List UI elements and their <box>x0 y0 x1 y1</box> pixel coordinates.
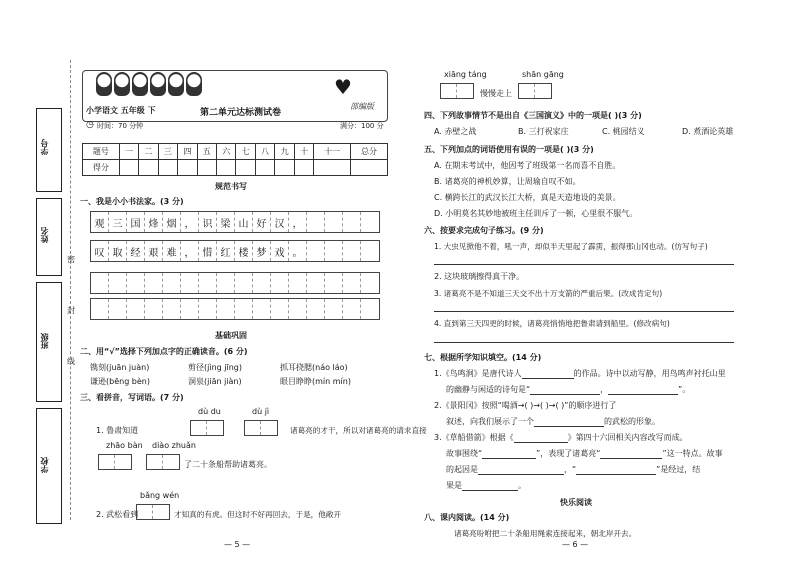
answer-box[interactable] <box>440 83 474 99</box>
grid-char <box>343 241 361 261</box>
q7-text: 的起因是 <box>446 465 478 474</box>
grid-char: 烽 <box>145 212 163 232</box>
q7-item-3 <box>434 432 688 443</box>
grid-char: 楼 <box>235 241 253 261</box>
q6-item-2: 2. 这块玻璃擦得真干净。 <box>434 272 525 281</box>
clock-icon: ◷ <box>86 120 94 130</box>
grid-char: 识 <box>199 212 217 232</box>
score-input[interactable] <box>351 160 388 176</box>
q2-item-4[interactable]: 谦逊(bēng bèn) <box>90 377 151 386</box>
grid-char <box>361 212 379 232</box>
question-8: 八、课内阅读。(14 分) <box>424 513 510 522</box>
score-cell: 十一 <box>314 144 351 160</box>
answer-line[interactable] <box>434 303 734 312</box>
q8-text: 诸葛亮吩咐把二十条船用绳索连接起来，朝北岸开去。 <box>454 529 637 538</box>
pinyin-label: dù du <box>198 407 221 416</box>
score-table <box>82 143 388 176</box>
score-input[interactable] <box>255 160 274 176</box>
calligraphy-row-1 <box>90 211 380 233</box>
score-input[interactable] <box>119 160 138 176</box>
name-label: 姓名 <box>40 227 49 243</box>
student-id-label: 学号 <box>40 139 49 155</box>
q3-sentence-1a: 1. 鲁肃知道 <box>96 426 139 435</box>
grid-char <box>307 241 325 261</box>
score-input[interactable] <box>217 160 236 176</box>
grid-char <box>361 241 379 261</box>
score-cell: 十 <box>294 144 313 160</box>
grid-char: 梁 <box>217 212 235 232</box>
answer-line[interactable] <box>434 256 734 265</box>
score-cell: 得分 <box>83 160 120 176</box>
score-cell: 六 <box>217 144 236 160</box>
question-4: 四、下列故事情节不是出自《三国演义》中的一项是( )(3 分) <box>424 111 642 120</box>
question-3: 三、看拼音，写词语。(7 分) <box>80 393 184 402</box>
q7-text: ”，表现了诸葛亮“ <box>536 449 601 458</box>
score-cell: 五 <box>197 144 216 160</box>
score-input[interactable] <box>294 160 313 176</box>
grid-char: 梦 <box>253 241 271 261</box>
q2-item-6[interactable]: 眼目睁睁(mín mín) <box>280 377 351 386</box>
answer-box[interactable] <box>146 454 180 470</box>
score-input[interactable] <box>197 160 216 176</box>
grid-char: ， <box>181 212 199 232</box>
q7-text: ”这一特点。故事 <box>662 449 723 458</box>
grid-char: 汉 <box>271 212 289 232</box>
score-label: 满分：100 分 <box>340 122 384 130</box>
answer-line[interactable] <box>514 434 568 443</box>
q7-item-3-cont3: 果是 。 <box>446 481 526 490</box>
heart-icon: ♥ <box>334 75 352 99</box>
score-input[interactable] <box>139 160 158 176</box>
answer-line[interactable] <box>576 466 656 475</box>
calligraphy-row-2 <box>90 240 380 262</box>
page-number-left: — 5 — <box>224 540 251 549</box>
score-cell: 二 <box>139 144 158 160</box>
grid-char <box>343 212 361 232</box>
q5-option-d[interactable]: D. 小明莫名其妙地被班主任训斥了一顿，心里很不服气。 <box>434 209 638 218</box>
answer-line[interactable] <box>462 482 518 491</box>
score-cell: 四 <box>178 144 197 160</box>
q7-text: 叙述，向我们展示了一个 <box>446 417 534 426</box>
grid-char <box>325 241 343 261</box>
q7-text: 3.《草船借箭》根据《 <box>434 433 514 442</box>
q7-item-3-cont2 <box>446 464 700 475</box>
q4-option-d[interactable]: D. 煮酒论英雄 <box>682 127 734 136</box>
pinyin-label: zhāo bàn <box>106 441 143 450</box>
q6-item-3: 3. 诸葛亮不是不知道三天交不出十万支箭的严重后果。(改成肯定句) <box>434 289 663 298</box>
answer-line[interactable] <box>522 370 574 379</box>
q3-sentence-1c: 了二十条船帮助诸葛亮。 <box>184 460 272 469</box>
q7-item-3-cont <box>446 448 723 459</box>
answer-box[interactable] <box>136 504 170 520</box>
q4-option-c[interactable]: C. 桃园结义 <box>602 127 645 136</box>
student-id-box <box>36 108 62 192</box>
q7-text: ”是经过，结 <box>656 465 701 474</box>
score-cell: 一 <box>119 144 138 160</box>
school-box <box>36 408 62 524</box>
grid-char: ， <box>181 241 199 261</box>
score-input[interactable] <box>236 160 255 176</box>
class-box <box>36 282 62 402</box>
q3-sentence-2a: 2. 武松看到 <box>96 510 139 519</box>
score-input[interactable] <box>275 160 294 176</box>
grid-char: ， <box>289 212 307 232</box>
school-label: 学校 <box>40 457 49 473</box>
pinyin-label: bǎng wén <box>140 491 180 500</box>
edition-label: 部编版 <box>350 102 374 111</box>
pinyin-label: diào zhuǎn <box>152 441 196 450</box>
name-box <box>36 198 62 276</box>
question-6: 六、按要求完成句子练习。(9 分) <box>424 226 544 235</box>
score-input[interactable] <box>178 160 197 176</box>
answer-line[interactable] <box>434 334 734 343</box>
time-label: 时间：70 分钟 <box>97 122 144 130</box>
q7-text: ，“ <box>564 465 577 474</box>
seal-word-mi: 密 <box>67 255 75 264</box>
q2-item-2[interactable]: 剪径(jìng jīng) <box>188 363 242 372</box>
q7-text: 1.《鸟鸣涧》是唐代诗人 <box>434 369 522 378</box>
q6-item-1: 1. 大虫见掀他不着，吼一声，却似半天里起了霹雳，振得那山冈也动。(仿写句子) <box>434 242 708 251</box>
score-cell: 八 <box>255 144 274 160</box>
q7-text: ”。 <box>678 385 691 394</box>
page-title: 第二单元达标测试卷 <box>200 108 282 118</box>
practice-row-2[interactable] <box>90 298 380 320</box>
score-cell: 题号 <box>83 144 120 160</box>
q7-text: 果是 <box>446 481 462 490</box>
grid-char: 叹 <box>91 241 109 261</box>
answer-line[interactable] <box>608 386 678 395</box>
q7-item-2-cont <box>446 416 660 427</box>
grid-char: 难 <box>163 241 181 261</box>
answer-line[interactable] <box>530 386 600 395</box>
grid-char: 烟 <box>163 212 181 232</box>
score-cell: 三 <box>158 144 177 160</box>
page-number-right: — 6 — <box>562 540 589 549</box>
answer-box[interactable] <box>244 420 278 436</box>
answer-line[interactable] <box>534 418 604 427</box>
score-input[interactable] <box>158 160 177 176</box>
seal-line <box>70 60 71 520</box>
q7-text: 的作品。诗中以动写静，用鸟鸣声衬托山里 <box>573 369 726 378</box>
q7-text: 的武松的形象。 <box>604 417 660 426</box>
class-label: 班级 <box>40 333 49 349</box>
grid-char: 惜 <box>199 241 217 261</box>
pinyin-label: xiāng táng <box>444 70 487 79</box>
question-5: 五、下列加点的词语使用有误的一项是( )(3 分) <box>424 145 594 154</box>
answer-line[interactable] <box>482 450 536 459</box>
pinyin-label: dù jì <box>252 407 270 416</box>
q2-item-1[interactable]: 镌刻(juān juàn) <box>90 363 150 372</box>
grid-char: 红 <box>217 241 235 261</box>
section-norm-title: 规范书写 <box>215 182 247 191</box>
q7-item-2: 2.《景阳冈》按照“喝酒→( )→( )→( )”的顺序进行了 <box>434 401 617 410</box>
q7-item-1-cont: 的幽静与闲适的诗句是“ ， ”。 <box>446 385 691 394</box>
q4-option-a[interactable]: A. 赤壁之战 <box>434 127 477 136</box>
q7-text: 的幽静与闲适的诗句是“ <box>446 385 531 394</box>
grid-char: 经 <box>127 241 145 261</box>
grid-char: 好 <box>253 212 271 232</box>
q3-sentence-1b: 诸葛亮的才干，所以对诸葛亮的请求直接 <box>290 426 427 435</box>
q7-text: 》第四十六回相关内容改写而成。 <box>567 433 688 442</box>
answer-box[interactable] <box>518 83 552 99</box>
answer-box[interactable] <box>190 420 224 436</box>
q7-text: 故事围绕“ <box>446 449 483 458</box>
q5-option-b[interactable]: B. 诸葛亮的神机妙算，让周瑜自叹不如。 <box>434 177 581 186</box>
q3-sentence-2b: 才知真的有虎。但这时不好再回去，于是，他敞开 <box>174 510 342 519</box>
score-input[interactable] <box>314 160 351 176</box>
grid-char: 取 <box>109 241 127 261</box>
question-2: 二、用“√”选择下列加点字的正确读音。(6 分) <box>80 347 248 356</box>
grid-char: 山 <box>235 212 253 232</box>
header-illustration <box>96 72 202 98</box>
answer-line[interactable] <box>478 466 564 475</box>
section-basic-title: 基础巩固 <box>215 331 247 340</box>
practice-row-1[interactable] <box>90 272 380 294</box>
score-cell: 九 <box>275 144 294 160</box>
subject-label: 小学语文 五年级 下 <box>86 106 156 115</box>
q6-item-4: 4. 直到第三天四更的时候，诸葛亮悄悄地把鲁肃请到船里。(修改病句) <box>434 319 670 328</box>
grid-char: 国 <box>127 212 145 232</box>
pinyin-label: shān gāng <box>522 70 564 79</box>
grid-char: 戏 <box>271 241 289 261</box>
score-cell: 总分 <box>351 144 388 160</box>
q5-option-c[interactable]: C. 横跨长江的武汉长江大桥，真是天造地设的美景。 <box>434 193 621 202</box>
question-7: 七、根据所学知识填空。(14 分) <box>424 353 542 362</box>
section-happy-title: 快乐阅读 <box>560 498 592 507</box>
score-cell: 七 <box>236 144 255 160</box>
seal-word-xian: 线 <box>67 357 75 366</box>
right-top-text: 慢慢走上 <box>480 89 512 98</box>
q2-item-3[interactable]: 抓耳挠腮(náo láo) <box>280 363 348 372</box>
grid-char: 。 <box>289 241 307 261</box>
q7-item-1 <box>434 368 726 379</box>
seal-word-feng: 封 <box>67 306 75 315</box>
q5-option-a[interactable]: A. 在期末考试中，他因考了班级第一名而喜不自胜。 <box>434 161 621 170</box>
q2-item-5[interactable]: 洞泉(jiān jiàn) <box>188 377 242 386</box>
grid-char: 艰 <box>145 241 163 261</box>
answer-box[interactable] <box>98 454 132 470</box>
question-1: 一、我是小小书法家。(3 分) <box>80 197 184 206</box>
grid-char: 三 <box>109 212 127 232</box>
grid-char: 观 <box>91 212 109 232</box>
q4-option-b[interactable]: B. 三打祝家庄 <box>518 127 569 136</box>
grid-char <box>307 212 325 232</box>
grid-char <box>325 212 343 232</box>
answer-line[interactable] <box>600 450 662 459</box>
